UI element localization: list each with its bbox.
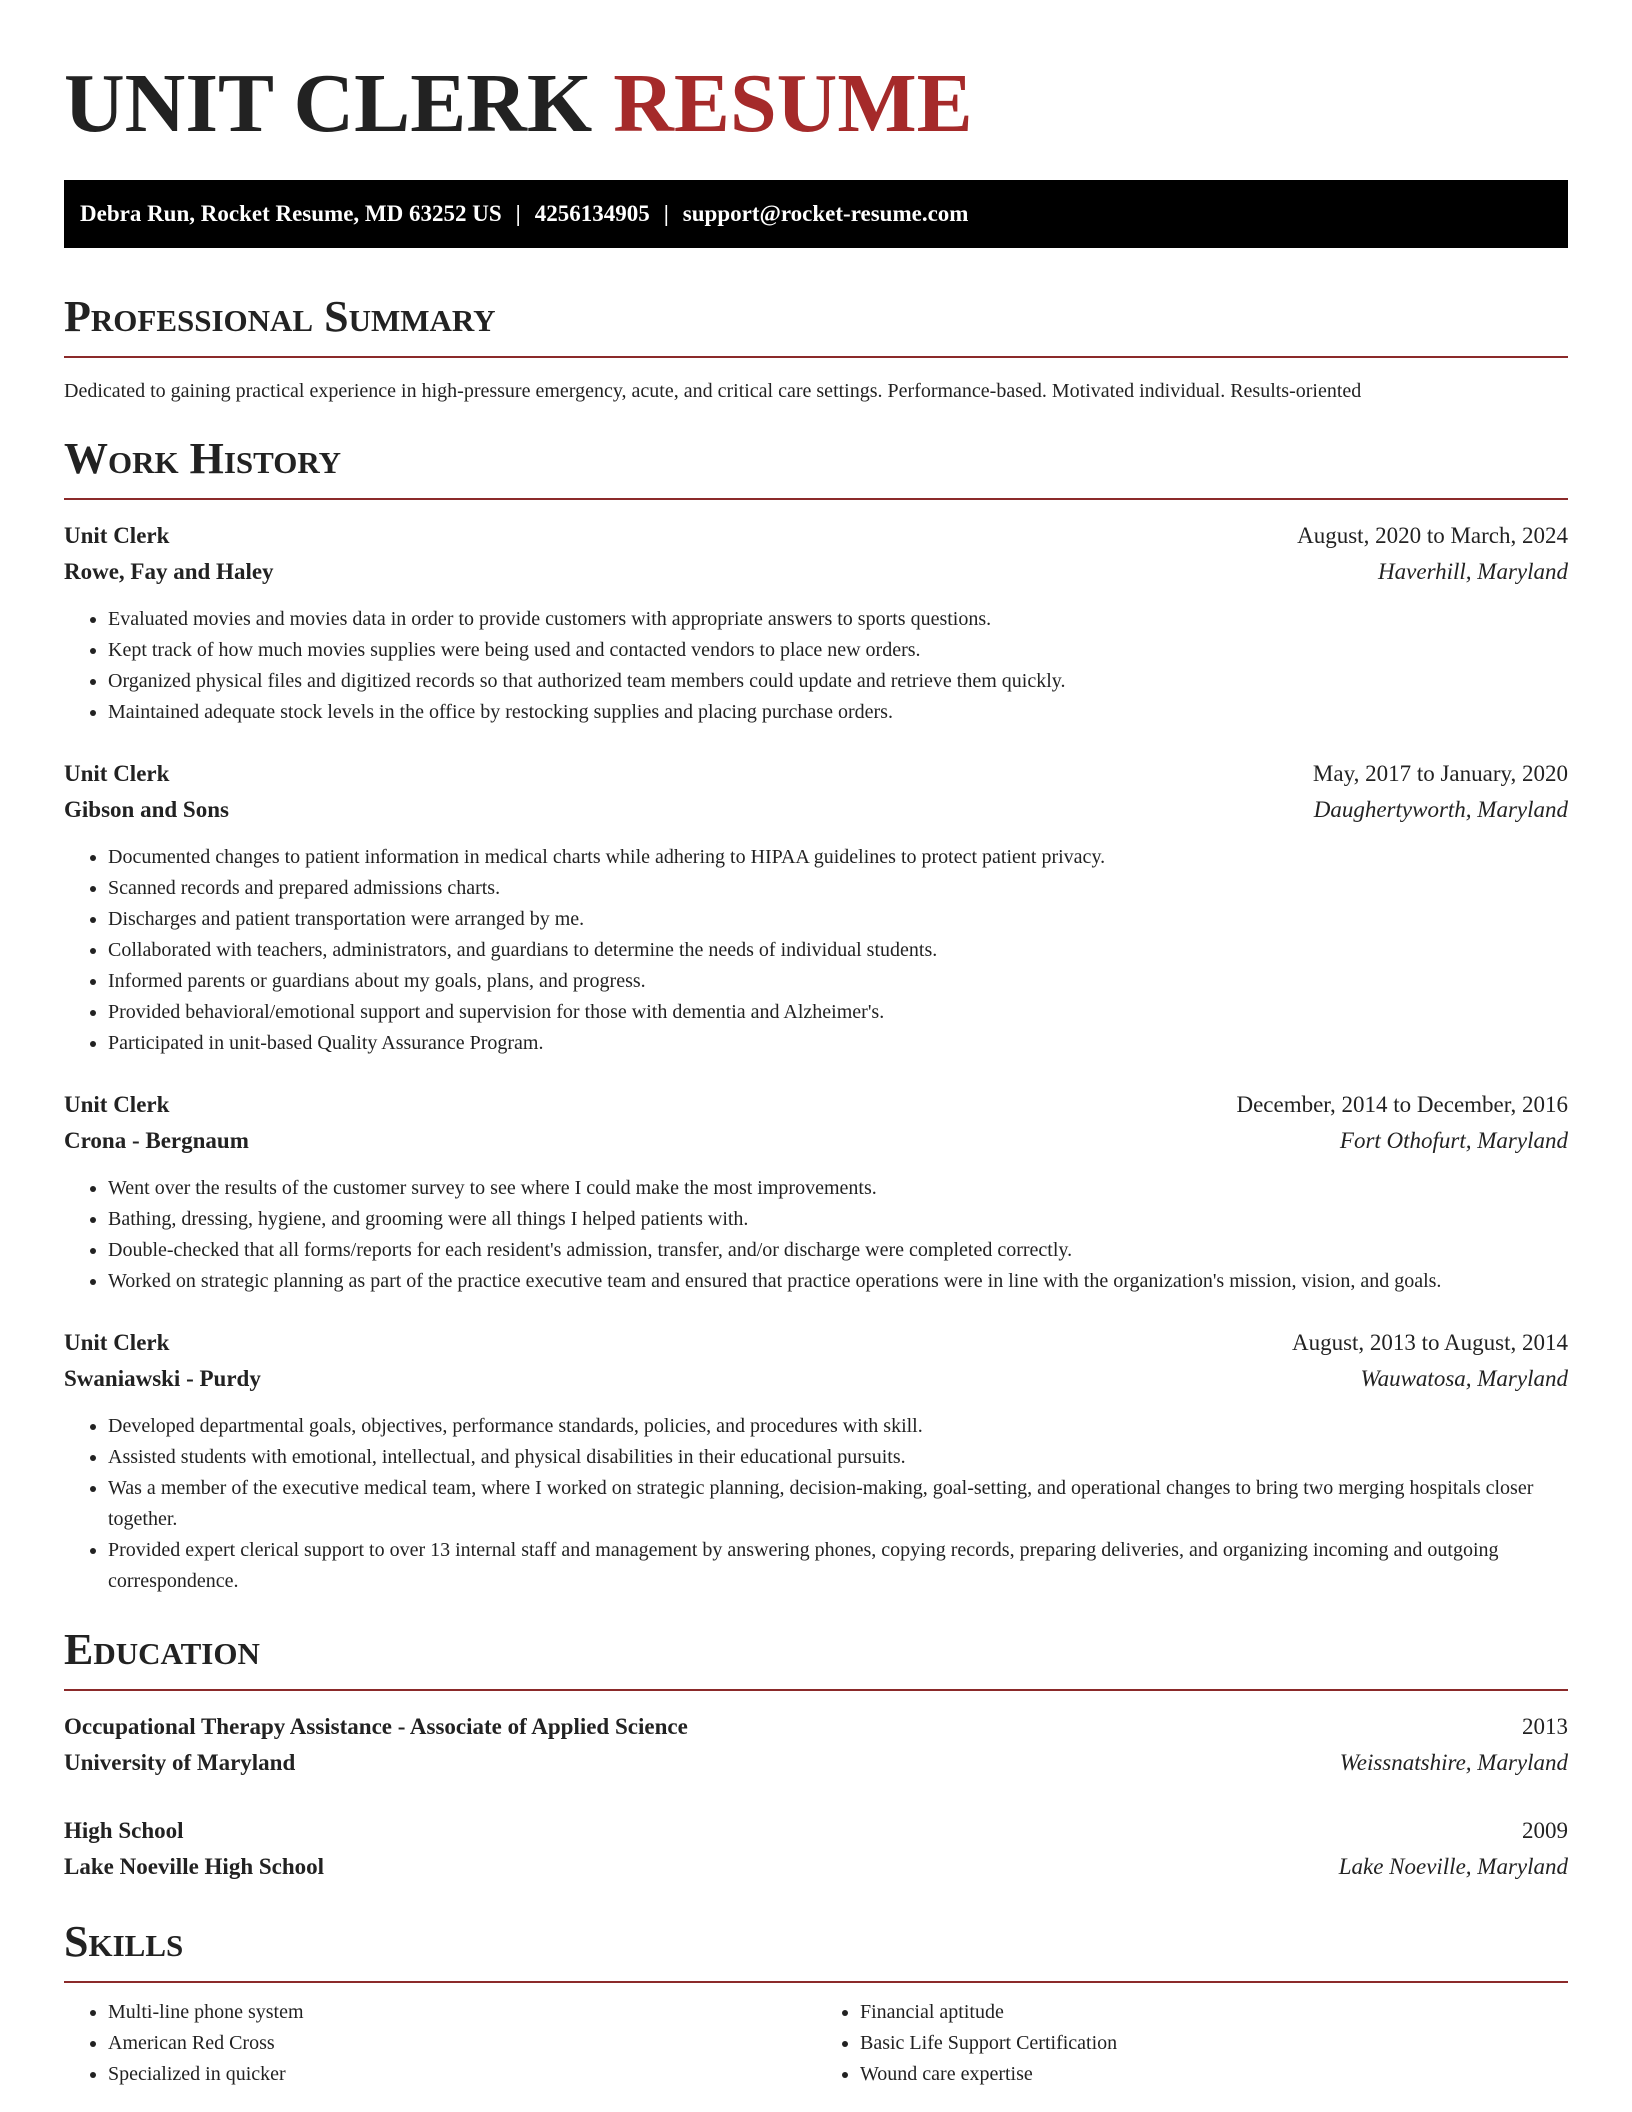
skill-item: • American Red Cross	[108, 2028, 816, 2059]
contact-bar	[64, 180, 1568, 248]
job-company: Rowe, Fay and Haley	[64, 559, 274, 584]
job-bullet: • Organized physical files and digitized records so that authorized team members could update and retrieve them quickly.	[108, 666, 1568, 697]
job-entry	[64, 756, 1568, 1059]
job-location: Daughertyworth, Maryland	[1313, 797, 1568, 822]
job-bullet: • Documented changes to patient information in medical charts while adhering to HIPAA guidelines to protect patient privacy.	[108, 842, 1568, 873]
education-degree: High School	[64, 1818, 184, 1843]
contact-phone[interactable]: 4256134905	[534, 201, 650, 226]
job-header-row	[64, 756, 1568, 792]
job-dates: August, 2020 to March, 2024	[1297, 523, 1568, 548]
job-location: Fort Othofurt, Maryland	[1339, 1128, 1568, 1153]
work-history-list	[64, 518, 1568, 1597]
job-bullet: • Informed parents or guardians about my goals, plans, and progress.	[108, 966, 1568, 997]
job-bullet: • Participated in unit-based Quality Assurance Program.	[108, 1028, 1568, 1059]
skill-item: • Wound care expertise	[860, 2059, 1568, 2090]
job-header-row	[64, 1325, 1568, 1361]
skills-list	[64, 1997, 1568, 2090]
skill-item: • Specialized in quicker	[108, 2059, 816, 2090]
education-school: University of Maryland	[64, 1750, 296, 1775]
job-bullet: • Provided expert clerical support to over 13 internal staff and management by answering phones, copying records, preparing deliveries, and organizing incoming and outgoing correspondence.	[108, 1535, 1568, 1597]
summary-text: Dedicated to gaining practical experience in high-pressure emergency, acute, and critical care settings. Performance-based. Motivated individual. Results-oriented	[64, 380, 1362, 402]
work-history-heading: Work History	[64, 434, 1568, 500]
job-location: Haverhill, Maryland	[1378, 559, 1568, 584]
job-header-row	[64, 518, 1568, 554]
job-bullet: • Evaluated movies and movies data in order to provide customers with appropriate answers to sports questions.	[108, 604, 1568, 635]
job-bullet: • Collaborated with teachers, administrators, and guardians to determine the needs of individual students.	[108, 935, 1568, 966]
skills-column-left	[64, 1997, 816, 2090]
education-location: Lake Noeville, Maryland	[1338, 1854, 1568, 1879]
title-accent: RESUME	[613, 57, 973, 150]
job-bullet: • Worked on strategic planning as part of the practice executive team and ensured that practice operations were in line with the organization's mission, vision, and goals.	[108, 1266, 1568, 1297]
contact-address: Debra Run, Rocket Resume, MD 63252 US	[80, 201, 502, 226]
job-bullet: • Kept track of how much movies supplies were being used and contacted vendors to place new orders.	[108, 635, 1568, 666]
job-entry	[64, 1325, 1568, 1597]
job-company: Gibson and Sons	[64, 797, 229, 822]
job-title: Unit Clerk	[64, 761, 170, 786]
job-dates: December, 2014 to December, 2016	[1236, 1092, 1568, 1117]
education-entry	[64, 1813, 1568, 1885]
job-bullet: • Maintained adequate stock levels in the office by restocking supplies and placing purchase orders.	[108, 697, 1568, 728]
education-heading: Education	[64, 1625, 1568, 1691]
job-bullet: • Double-checked that all forms/reports for each resident's admission, transfer, and/or discharge were completed correctly.	[108, 1235, 1568, 1266]
contact-separator: |	[663, 201, 669, 226]
education-entry	[64, 1709, 1568, 1781]
job-bullet: • Developed departmental goals, objectives, performance standards, policies, and procedures with skill.	[108, 1411, 1568, 1442]
job-company-row	[64, 792, 1568, 828]
job-header-row	[64, 1087, 1568, 1123]
skills-heading: Skills	[64, 1917, 1568, 1983]
job-company-row	[64, 554, 1568, 590]
job-entry	[64, 1087, 1568, 1297]
job-bullet: • Bathing, dressing, hygiene, and grooming were all things I helped patients with.	[108, 1204, 1568, 1235]
job-bullet: • Went over the results of the customer survey to see where I could make the most improvements.	[108, 1173, 1568, 1204]
skill-item: • Financial aptitude	[860, 1997, 1568, 2028]
education-school-row	[64, 1745, 1568, 1781]
contact-separator: |	[515, 201, 521, 226]
education-school-row	[64, 1849, 1568, 1885]
job-company: Swaniawski - Purdy	[64, 1366, 261, 1391]
job-dates: August, 2013 to August, 2014	[1291, 1330, 1568, 1355]
skill-item: • Multi-line phone system	[108, 1997, 816, 2028]
job-bullet: • Discharges and patient transportation were arranged by me.	[108, 904, 1568, 935]
job-title: Unit Clerk	[64, 1092, 170, 1117]
skills-column-right	[816, 1997, 1568, 2090]
job-title: Unit Clerk	[64, 523, 170, 548]
education-degree: Occupational Therapy Assistance - Associate of Applied Science	[64, 1714, 688, 1739]
resume-title	[64, 58, 1568, 150]
title-main: UNIT CLERK	[64, 57, 593, 150]
job-bullets	[64, 1173, 1568, 1297]
contact-email[interactable]: support@rocket-resume.com	[682, 201, 969, 226]
job-title: Unit Clerk	[64, 1330, 170, 1355]
education-header-row	[64, 1709, 1568, 1745]
job-location: Wauwatosa, Maryland	[1360, 1366, 1568, 1391]
job-entry	[64, 518, 1568, 728]
education-list	[64, 1709, 1568, 1885]
job-company-row	[64, 1123, 1568, 1159]
job-bullet: • Was a member of the executive medical team, where I worked on strategic planning, decision-making, goal-setting, and operational changes to bring two merging hospitals closer together.	[108, 1473, 1568, 1535]
job-bullet: • Scanned records and prepared admissions charts.	[108, 873, 1568, 904]
job-company: Crona - Bergnaum	[64, 1128, 249, 1153]
skill-item: • Basic Life Support Certification	[860, 2028, 1568, 2059]
education-location: Weissnatshire, Maryland	[1339, 1750, 1568, 1775]
job-bullet: • Provided behavioral/emotional support and supervision for those with dementia and Alzheimer's.	[108, 997, 1568, 1028]
job-dates: May, 2017 to January, 2020	[1312, 761, 1568, 786]
education-year: 2009	[1522, 1818, 1568, 1843]
education-school: Lake Noeville High School	[64, 1854, 325, 1879]
job-bullet: • Assisted students with emotional, intellectual, and physical disabilities in their educational pursuits.	[108, 1442, 1568, 1473]
job-bullets	[64, 1411, 1568, 1597]
job-bullets	[64, 842, 1568, 1059]
summary-heading: Professional Summary	[64, 292, 1568, 358]
education-year: 2013	[1522, 1714, 1568, 1739]
education-header-row	[64, 1813, 1568, 1849]
job-company-row	[64, 1361, 1568, 1397]
job-bullets	[64, 604, 1568, 728]
